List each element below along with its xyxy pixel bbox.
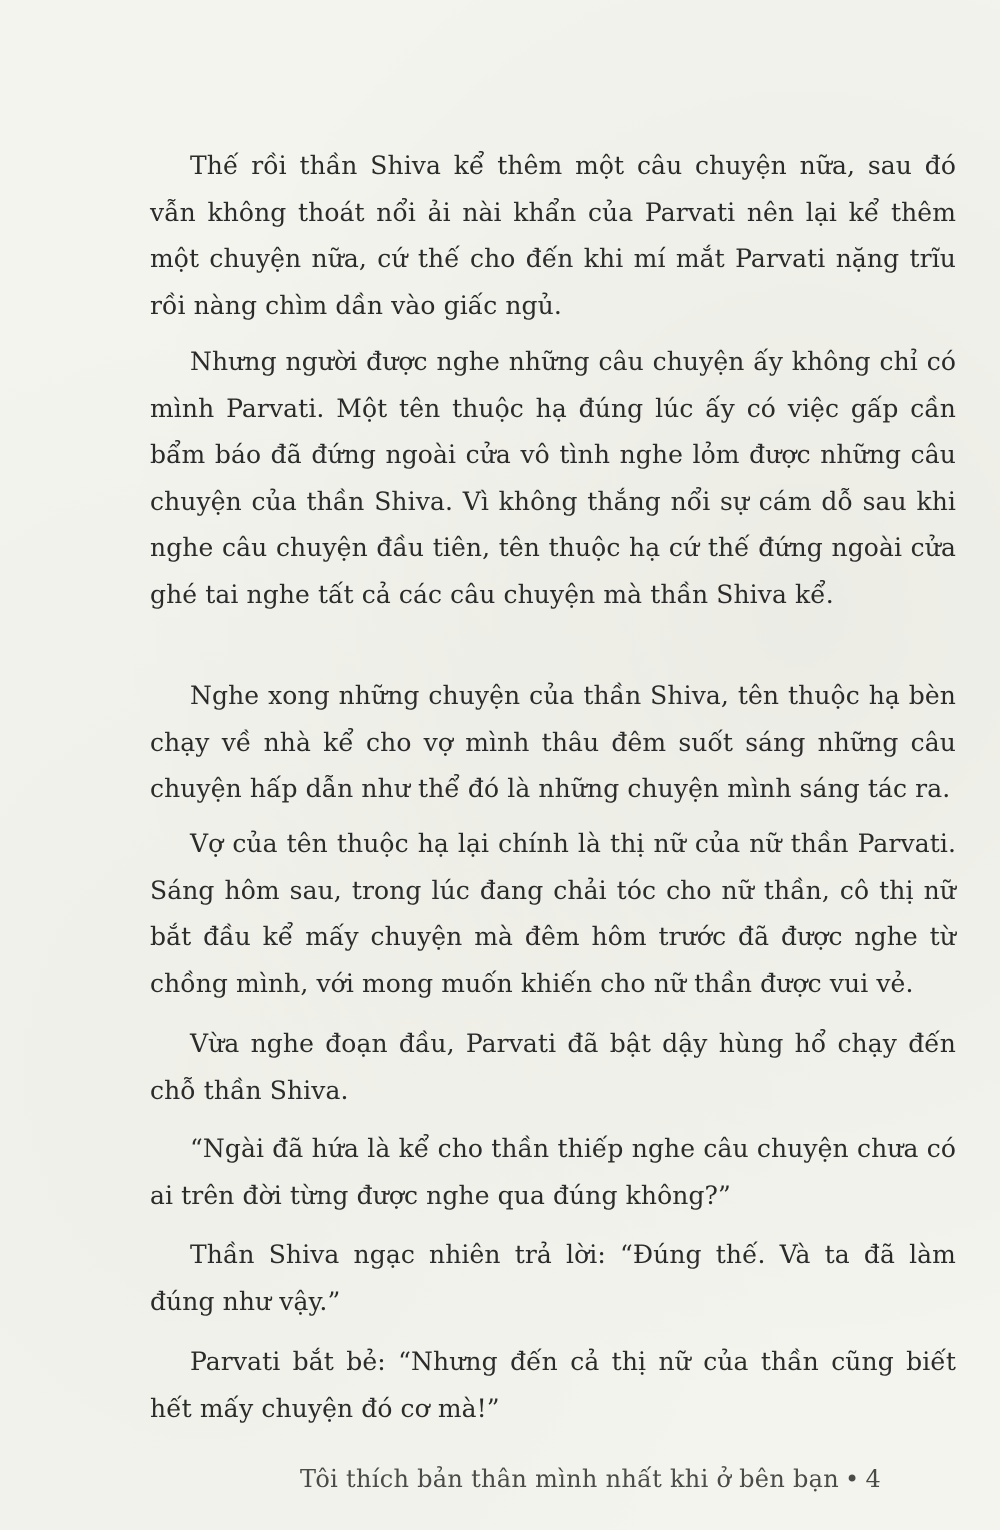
paragraph: Thế rồi thần Shiva kể thêm một câu chuyện nữa, sau đó vẫn không thoát nổi ải nài khẩn của Parvati nên lại kể thêm một chuyện nữa, cứ thế cho đến khi mí mắt Parvati nặng trĩu rồi nàng chìm dần vào giấc ngủ.	[150, 151, 956, 320]
page-number: 4	[865, 1465, 882, 1493]
paragraph: Parvati bắt bẻ: “Nhưng đến cả thị nữ của thần cũng biết hết mấy chuyện đó cơ mà!”	[150, 1347, 956, 1423]
running-title: Tôi thích bản thân mình nhất khi ở bên bạn	[300, 1465, 840, 1493]
paragraph: Nhưng người được nghe những câu chuyện ấy không chỉ có mình Parvati. Một tên thuộc hạ đúng lúc ấy có việc gấp cần bẩm báo đã đứng ngoài cửa vô tình nghe lỏm được những câu chuyện của thần Shiva. Vì không thắng nổi sự cám dỗ sau khi nghe câu chuyện đầu tiên, tên thuộc hạ cứ thế đứng ngoài cửa ghé tai nghe tất cả các câu chuyện mà thần Shiva kể.	[150, 347, 956, 609]
paragraph: “Ngài đã hứa là kể cho thần thiếp nghe câu chuyện chưa có ai trên đời từng được nghe qua đúng không?”	[150, 1134, 956, 1210]
paragraph: Vừa nghe đoạn đầu, Parvati đã bật dậy hùng hổ chạy đến chỗ thần Shiva.	[150, 1029, 956, 1105]
paragraph: Nghe xong những chuyện của thần Shiva, tên thuộc hạ bèn chạy về nhà kể cho vợ mình thâu đêm suốt sáng những câu chuyện hấp dẫn như thể đó là những chuyện mình sáng tác ra.	[150, 681, 956, 803]
page-footer	[300, 1463, 882, 1495]
paragraph: Vợ của tên thuộc hạ lại chính là thị nữ của nữ thần Parvati. Sáng hôm sau, trong lúc đang chải tóc cho nữ thần, cô thị nữ bắt đầu kể mấy chuyện mà đêm hôm trước đã được nghe từ chồng mình, với mong muốn khiến cho nữ thần được vui vẻ.	[150, 829, 956, 998]
footer-separator: •	[845, 1465, 860, 1493]
paragraph: Thần Shiva ngạc nhiên trả lời: “Đúng thế. Và ta đã làm đúng như vậy.”	[150, 1240, 956, 1316]
